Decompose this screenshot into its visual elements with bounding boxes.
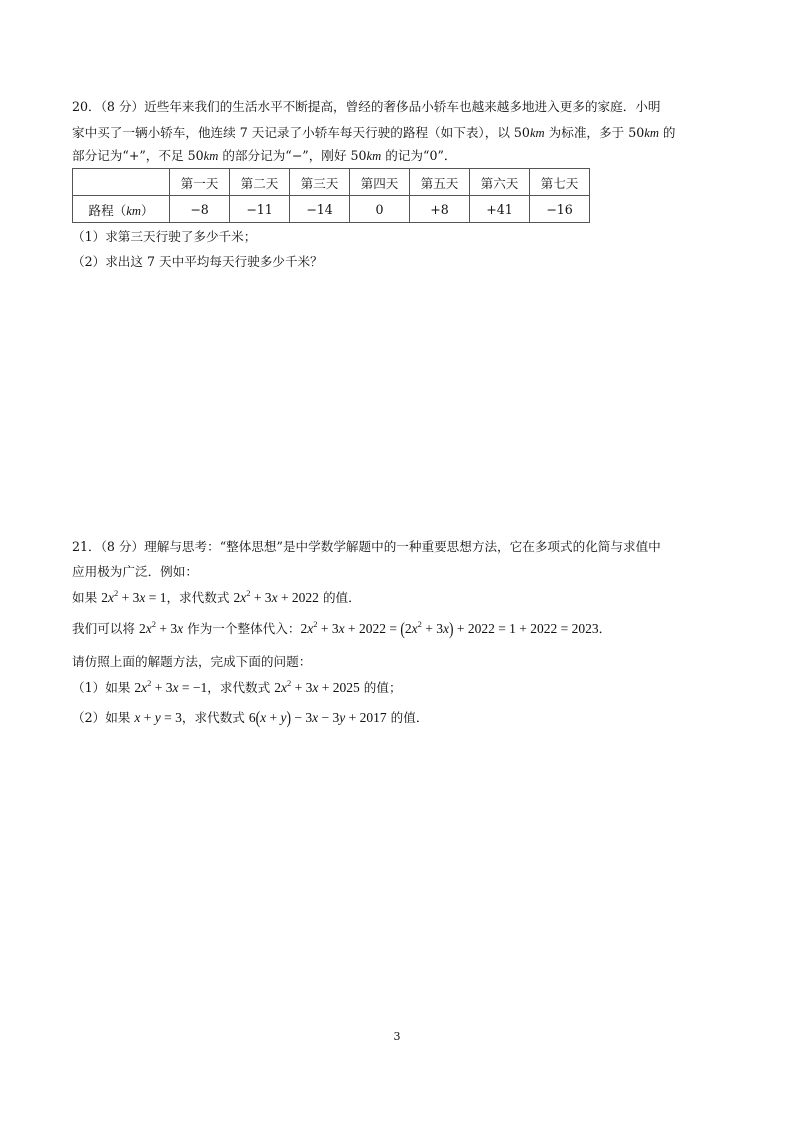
q21-sub-1 bbox=[72, 678, 402, 695]
sub2-end: 的值． bbox=[386, 710, 429, 725]
sub2-pre: （2）如果 bbox=[72, 710, 135, 725]
q20-sub-2: （2）求出这 7 天中平均每天行驶多少千米？ bbox=[72, 254, 323, 269]
sub1-condition: $2x^2 + 3x = -1$ bbox=[134, 678, 208, 695]
q20-text-3b: 的部分记为“−”，刚好 50 bbox=[218, 148, 367, 163]
sub2-condition: x + y = 3 bbox=[134, 710, 182, 725]
q21-line-2: 应用极为广泛．例如： bbox=[72, 564, 198, 579]
table-header-row bbox=[73, 169, 590, 196]
unit-km: km bbox=[529, 126, 545, 140]
day-header: 第六天 bbox=[470, 169, 530, 196]
example-end: 的值． bbox=[318, 590, 361, 605]
q21-solution-line bbox=[72, 618, 612, 639]
q21-intro: 请仿照上面的解题方法，完成下面的问题： bbox=[72, 654, 312, 669]
day-header: 第二天 bbox=[230, 169, 290, 196]
q20-text-3a: 部分记为“+”，不足 50 bbox=[72, 148, 204, 163]
day-header: 第五天 bbox=[410, 169, 470, 196]
sub1-mid: ，求代数式 bbox=[207, 680, 275, 695]
solution-end: ． bbox=[598, 621, 612, 636]
q20-text-2b: 为标准，多于 50 bbox=[544, 125, 645, 140]
row-header-text: 路程（ bbox=[88, 202, 127, 218]
unit-km: km bbox=[366, 149, 382, 163]
table-cell: −11 bbox=[230, 196, 290, 223]
table-cell: +41 bbox=[470, 196, 530, 223]
sub1-pre: （1）如果 bbox=[72, 680, 135, 695]
table-cell: −8 bbox=[170, 196, 230, 223]
q21-text-1: 理解与思考：“整体思想”是中学数学解题中的一种重要思想方法，它在多项式的化简与求值中 bbox=[144, 539, 661, 554]
sub2-expression: 6(x + y) − 3x − 3y + 2017 bbox=[248, 707, 387, 728]
sub1-end: 的值； bbox=[359, 680, 402, 695]
q20-line-1 bbox=[72, 101, 660, 114]
example-mid: ，求代数式 bbox=[166, 590, 234, 605]
q20-line-3 bbox=[72, 150, 457, 163]
q20-text-1: 近些年来我们的生活水平不断提高，曾经的奢侈品小轿车也越来越多地进入更多的家庭．小明 bbox=[144, 99, 661, 114]
q20-number: 20． bbox=[72, 99, 101, 114]
table-cell: 0 bbox=[350, 196, 410, 223]
day-header: 第三天 bbox=[290, 169, 350, 196]
sub1-expression: $2x^2 + 3x + 2025$ bbox=[274, 678, 360, 695]
table-row bbox=[73, 196, 590, 223]
row-header-end: ） bbox=[140, 202, 154, 218]
unit-km: km bbox=[126, 203, 141, 218]
solution-mid: 作为一个整体代入： bbox=[183, 621, 301, 636]
day-header: 第四天 bbox=[350, 169, 410, 196]
row-header-distance bbox=[73, 196, 170, 223]
q20-text-2c: 的 bbox=[658, 125, 676, 140]
q20-line-2 bbox=[72, 127, 676, 140]
q20-score: （8 分） bbox=[100, 99, 145, 114]
solution-whole: $2x^2 + 3x$ bbox=[138, 619, 184, 636]
example-expression: $2x^2 + 3x + 2022$ bbox=[233, 588, 319, 605]
example-condition: $2x^2 + 3x = 1$ bbox=[101, 588, 167, 605]
q21-score: （8 分） bbox=[100, 539, 145, 554]
sub2-mid: ，求代数式 bbox=[181, 710, 249, 725]
example-if: 如果 bbox=[72, 590, 102, 605]
q21-example-line bbox=[72, 588, 361, 605]
solution-equation: $2x^2 + 3x + 2022 = (2x^2 + 3x) + 2022 = 1 + 2022 = 2023$ bbox=[300, 618, 599, 639]
day-header: 第一天 bbox=[170, 169, 230, 196]
unit-km: km bbox=[203, 149, 219, 163]
page-number: 3 bbox=[393, 1030, 401, 1043]
q21-sub-2 bbox=[72, 707, 429, 728]
table-corner-cell bbox=[73, 169, 170, 196]
q21-number: 21． bbox=[72, 539, 101, 554]
q20-text-2: 家中买了一辆小轿车，他连续 7 天记录了小轿车每天行驶的路程（如下表），以 50 bbox=[72, 125, 530, 140]
unit-km: km bbox=[644, 126, 659, 140]
table-cell: −14 bbox=[290, 196, 350, 223]
solution-pre: 我们可以将 bbox=[72, 621, 139, 636]
day-header: 第七天 bbox=[530, 169, 590, 196]
q20-text-3c: 的记为“0”． bbox=[381, 148, 457, 163]
table-cell: +8 bbox=[410, 196, 470, 223]
table-cell: −16 bbox=[530, 196, 590, 223]
q21-line-1 bbox=[72, 541, 661, 554]
q20-sub-1: （1）求第三天行驶了多少千米； bbox=[72, 229, 257, 244]
mileage-table bbox=[72, 168, 590, 223]
